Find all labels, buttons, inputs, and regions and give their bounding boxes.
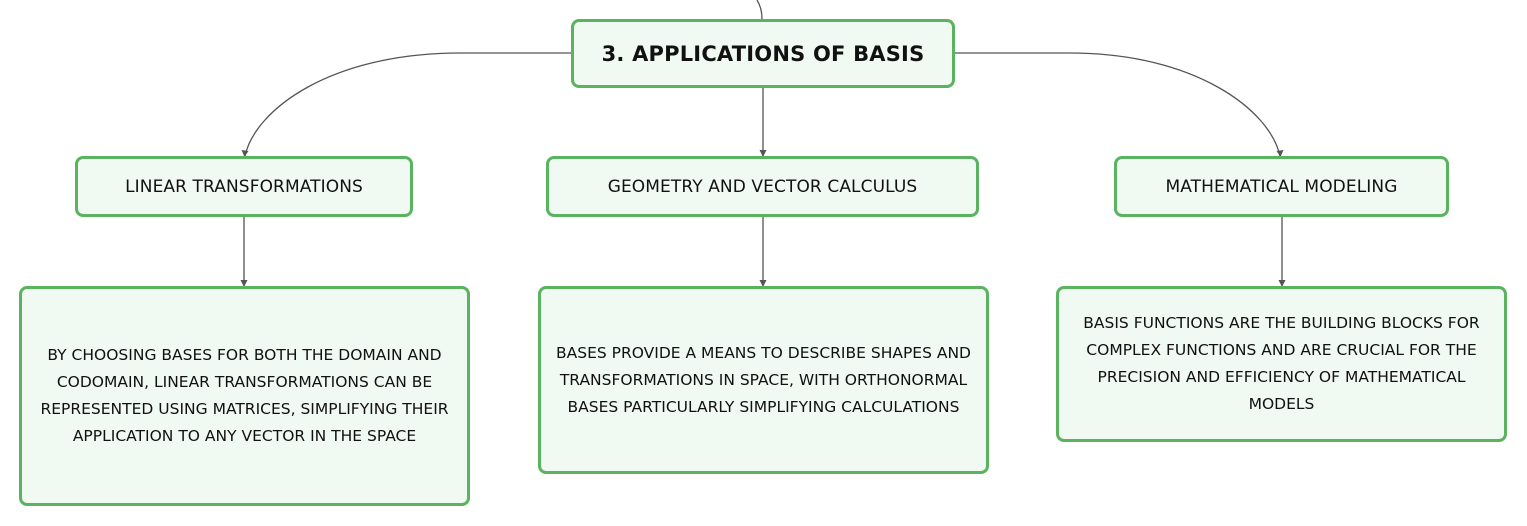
topic-label: GEOMETRY AND VECTOR CALCULUS (607, 176, 918, 197)
detail-text: BASES PROVIDE A MEANS TO DESCRIBE SHAPES AND TRANSFORMATIONS IN SPACE, WITH ORTHONORMAL BASES PARTICULARLY SIMPLIFYING CALCULATIONS (556, 343, 971, 416)
topic-label: LINEAR TRANSFORMATIONS (125, 176, 363, 197)
connector-root-to-mathematical-modeling (955, 53, 1280, 156)
connector-parent-to-root (757, 0, 762, 19)
root-node[interactable] (571, 19, 955, 88)
topic-node-linear-transformations[interactable] (75, 156, 413, 217)
topic-node-geometry-and-vector-calculus[interactable] (546, 156, 979, 217)
detail-text: BY CHOOSING BASES FOR BOTH THE DOMAIN AND CODOMAIN, LINEAR TRANSFORMATIONS CAN BE REPRESENTED USING MATRICES, SIMPLIFYING THEIR APPLICATION TO ANY VECTOR IN THE SPACE (40, 346, 449, 445)
topic-node-mathematical-modeling[interactable] (1114, 156, 1449, 217)
root-node-label: 3. APPLICATIONS OF BASIS (601, 41, 925, 66)
detail-node-geometry-and-vector-calculus[interactable] (538, 286, 989, 474)
detail-node-mathematical-modeling[interactable] (1056, 286, 1507, 442)
detail-text: BASIS FUNCTIONS ARE THE BUILDING BLOCKS FOR COMPLEX FUNCTIONS AND ARE CRUCIAL FOR THE PRECISION AND EFFICIENCY OF MATHEMATICAL MODELS (1083, 314, 1480, 413)
connector-root-to-linear-transformations (245, 53, 571, 156)
topic-label: MATHEMATICAL MODELING (1165, 176, 1398, 197)
detail-node-linear-transformations[interactable] (19, 286, 470, 506)
